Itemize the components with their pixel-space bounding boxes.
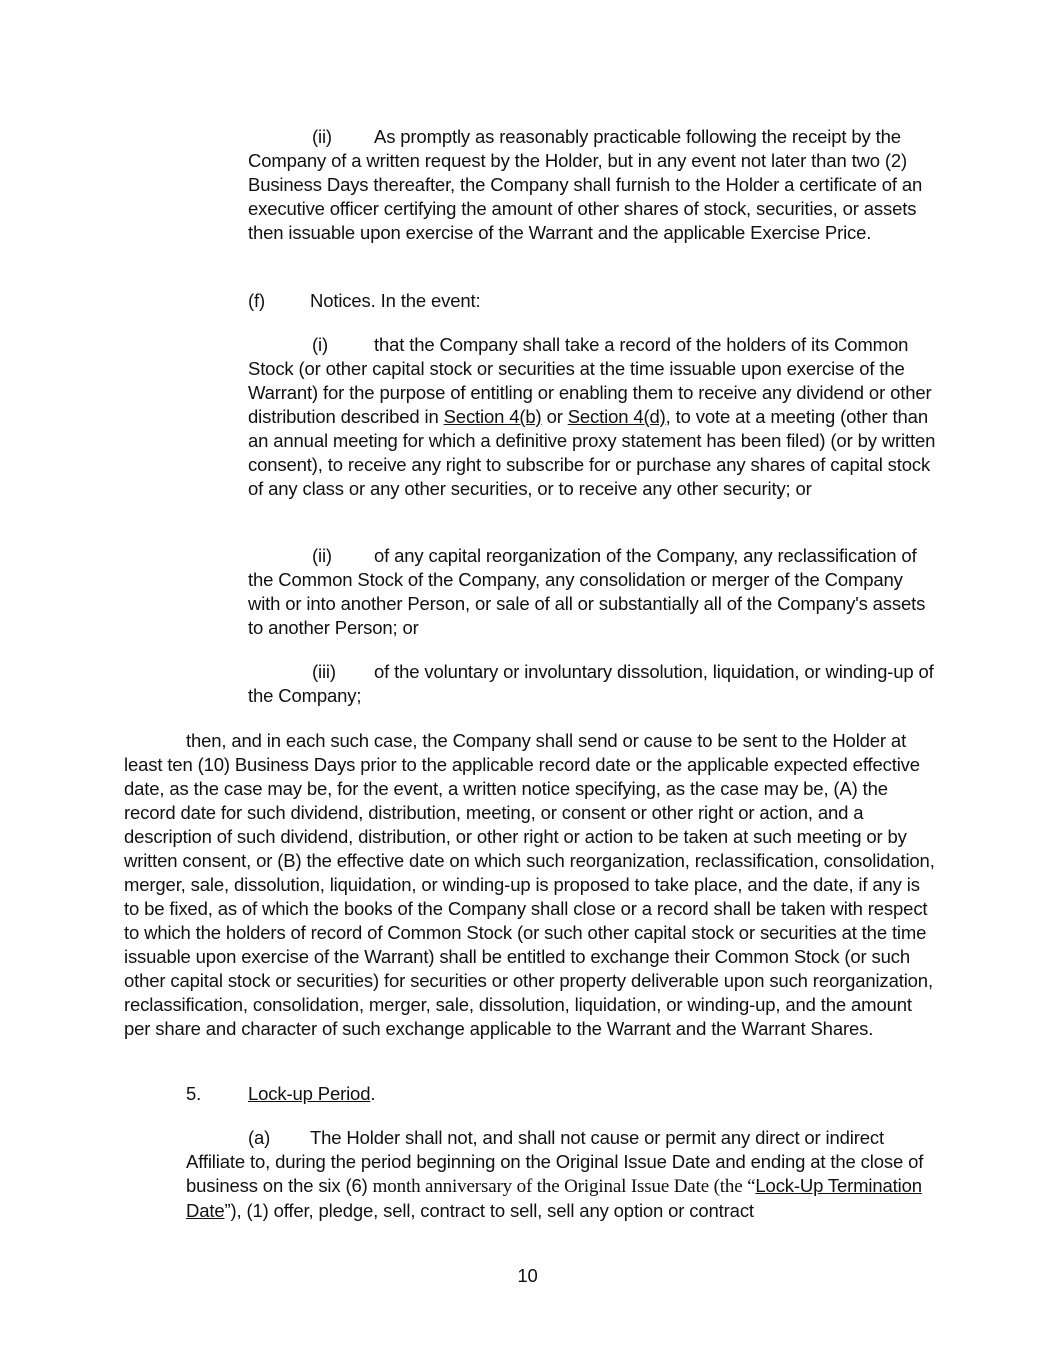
paragraph-notice-requirements	[124, 729, 938, 1041]
paragraph-text: or	[546, 406, 563, 427]
section-title-period: .	[370, 1083, 376, 1104]
paragraph-text: Notices. In the event:	[310, 290, 481, 311]
paragraph-i-record	[248, 333, 938, 501]
section-5-heading	[186, 1082, 886, 1106]
defined-term-lockup-termination-date: Lock-Up Termination Date	[186, 1175, 922, 1221]
paragraph-label: (ii)	[312, 126, 332, 147]
page-number: 10	[517, 1265, 538, 1286]
paragraph-ii-certificate	[248, 125, 938, 245]
paragraph-f-notices	[248, 289, 938, 313]
paragraph-text: of the voluntary or involuntary dissolution, liquidation, or winding-up of the Company;	[248, 661, 934, 706]
paragraph-ii-reorganization	[248, 544, 938, 640]
paragraph-text: The Holder shall not, and shall not cause or permit any direct or indirect Affiliate to, during the period beginning on the Original Issue Date and ending at the close of business on the six (6)	[186, 1127, 924, 1196]
section-title: Lock-up Period	[248, 1083, 371, 1104]
paragraph-text: of any capital reorganization of the Company, any reclassification of the Common Stock of the Company, any consolidation or merger of the Company with or into another Person, or sale of all or substantially all of the Company's assets to another Person; or	[248, 545, 926, 638]
paragraph-text: then, and in each such case, the Company shall send or cause to be sent to the Holder at least ten (10) Business Days prior to the applicable record date or the applicable expected effective date, as the case may be, for the event, a written notice specifying, as the case may be, (A) the record date for such dividend, distribution, meeting, or consent or other right or action, and a description of such dividend, distribution, or other right or action to be taken at such meeting or by written consent, or (B) the effective date on which such reorganization, reclassification, consolidation, merger, sale, dissolution, liquidation, or winding-up is proposed to take place, and the date, if any is to be fixed, as of which the books of the Company shall close or a record shall be taken with respect to which the holders of record of Common Stock (or such other capital stock or securities at the time issuable upon exercise of the Warrant) shall be entitled to exchange their Common Stock (or such other capital stock or securities) for securities or other property deliverable upon such reorganization, reclassification, consolidation, merger, sale, dissolution, liquidation, or winding-up, and the amount per share and character of such exchange applicable to the Warrant and the Warrant Shares.	[124, 730, 935, 1039]
paragraph-a-lockup	[186, 1126, 938, 1223]
paragraph-label: (iii)	[312, 661, 336, 682]
paragraph-text: ”), (1) offer, pledge, sell, contract to sell, sell any option or contract	[224, 1200, 754, 1221]
paragraph-text: As promptly as reasonably practicable following the receipt by the Company of a written request by the Holder, but in any event not later than two (2) Business Days thereafter, the Company shall furnish to the Holder a certificate of an executive officer certifying the amount of other shares of stock, securities, or assets then issuable upon exercise of the Warrant and the applicable Exercise Price.	[248, 126, 923, 243]
paragraph-text-serif: month anniversary of the Original Issue Date (the “	[372, 1176, 756, 1197]
paragraph-label: (i)	[312, 334, 328, 355]
section-reference-4b: Section 4(b)	[443, 406, 542, 427]
paragraph-iii-dissolution	[248, 660, 938, 708]
section-reference-4d: Section 4(d)	[567, 406, 666, 427]
paragraph-text: , to vote at a meeting (other than an annual meeting for which a definitive proxy statement has been filed) (or by written consent), to receive any right to subscribe for or purchase any shares of capital stock of any class or any other securities, or to receive any other security; or	[248, 406, 936, 499]
paragraph-label: (f)	[248, 290, 266, 311]
paragraph-label: (ii)	[312, 545, 332, 566]
paragraph-label: (a)	[248, 1127, 271, 1148]
section-number: 5.	[186, 1083, 202, 1104]
paragraph-text: that the Company shall take a record of the holders of its Common Stock (or other capital stock or securities at the time issuable upon exercise of the Warrant) for the purpose of entitling or enabling them to receive any dividend or other distribution described in	[248, 334, 932, 427]
